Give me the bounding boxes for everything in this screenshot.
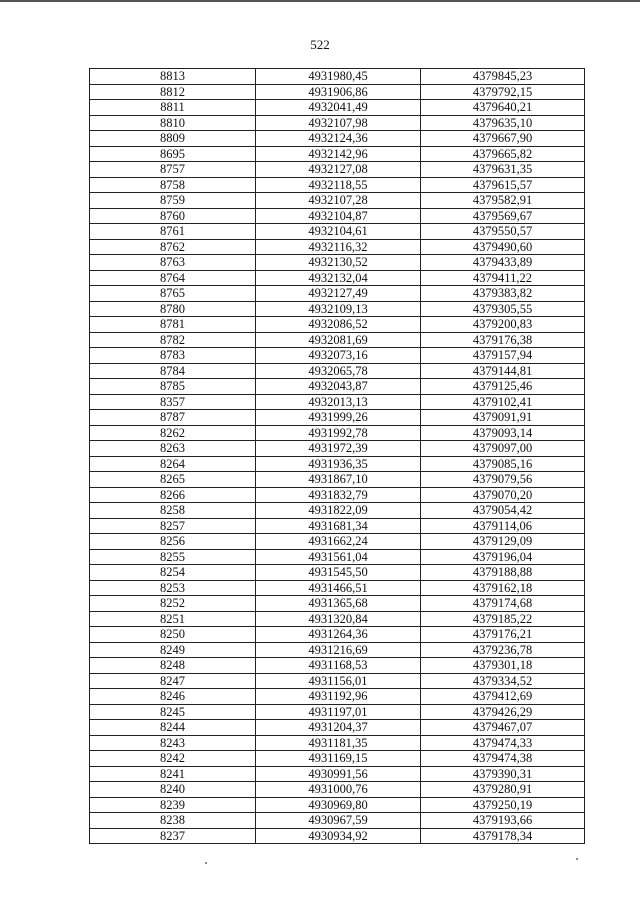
point-number-cell: 8782: [90, 332, 256, 348]
y-coordinate-cell: 4379426,29: [421, 704, 585, 720]
table-row: [90, 813, 585, 829]
point-number-cell: 8762: [90, 239, 256, 255]
point-number-cell: 8248: [90, 658, 256, 674]
y-coordinate-cell: 4379188,88: [421, 565, 585, 581]
point-number-cell: 8265: [90, 472, 256, 488]
table-row: [90, 332, 585, 348]
x-coordinate-cell: 4931168,53: [256, 658, 421, 674]
x-coordinate-cell: 4931545,50: [256, 565, 421, 581]
x-coordinate-cell: 4931832,79: [256, 487, 421, 503]
point-number-cell: 8809: [90, 131, 256, 147]
point-number-cell: 8240: [90, 782, 256, 798]
table-row: [90, 472, 585, 488]
table-row: [90, 100, 585, 116]
y-coordinate-cell: 4379490,60: [421, 239, 585, 255]
y-coordinate-cell: 4379200,83: [421, 317, 585, 333]
table-row: [90, 596, 585, 612]
y-coordinate-cell: 4379383,82: [421, 286, 585, 302]
point-number-cell: 8249: [90, 642, 256, 658]
point-number-cell: 8758: [90, 177, 256, 193]
x-coordinate-cell: 4931466,51: [256, 580, 421, 596]
table-row: [90, 487, 585, 503]
point-number-cell: 8263: [90, 441, 256, 457]
table-row: [90, 782, 585, 798]
y-coordinate-cell: 4379157,94: [421, 348, 585, 364]
y-coordinate-cell: 4379631,35: [421, 162, 585, 178]
y-coordinate-cell: 4379236,78: [421, 642, 585, 658]
x-coordinate-cell: 4932142,96: [256, 146, 421, 162]
point-number-cell: 8255: [90, 549, 256, 565]
point-number-cell: 8812: [90, 84, 256, 100]
x-coordinate-cell: 4931156,01: [256, 673, 421, 689]
x-coordinate-cell: 4932127,08: [256, 162, 421, 178]
y-coordinate-cell: 4379334,52: [421, 673, 585, 689]
table-row: [90, 503, 585, 519]
x-coordinate-cell: 4931822,09: [256, 503, 421, 519]
y-coordinate-cell: 4379129,09: [421, 534, 585, 550]
y-coordinate-cell: 4379162,18: [421, 580, 585, 596]
coordinates-table-body: [90, 69, 585, 844]
point-number-cell: 8764: [90, 270, 256, 286]
table-row: [90, 704, 585, 720]
table-row: [90, 673, 585, 689]
y-coordinate-cell: 4379097,00: [421, 441, 585, 457]
y-coordinate-cell: 4379176,38: [421, 332, 585, 348]
table-row: [90, 394, 585, 410]
y-coordinate-cell: 4379305,55: [421, 301, 585, 317]
table-row: [90, 720, 585, 736]
y-coordinate-cell: 4379054,42: [421, 503, 585, 519]
y-coordinate-cell: 4379640,21: [421, 100, 585, 116]
x-coordinate-cell: 4932013,13: [256, 394, 421, 410]
y-coordinate-cell: 4379582,91: [421, 193, 585, 209]
table-row: [90, 425, 585, 441]
x-coordinate-cell: 4931662,24: [256, 534, 421, 550]
y-coordinate-cell: 4379474,33: [421, 735, 585, 751]
point-number-cell: 8781: [90, 317, 256, 333]
table-row: [90, 84, 585, 100]
x-coordinate-cell: 4931867,10: [256, 472, 421, 488]
y-coordinate-cell: 4379085,16: [421, 456, 585, 472]
table-row: [90, 611, 585, 627]
x-coordinate-cell: 4930934,92: [256, 828, 421, 844]
y-coordinate-cell: 4379569,67: [421, 208, 585, 224]
point-number-cell: 8784: [90, 363, 256, 379]
scan-speck: [205, 862, 207, 864]
table-row: [90, 456, 585, 472]
y-coordinate-cell: 4379125,46: [421, 379, 585, 395]
table-row: [90, 224, 585, 240]
x-coordinate-cell: 4932104,87: [256, 208, 421, 224]
x-coordinate-cell: 4932132,04: [256, 270, 421, 286]
point-number-cell: 8757: [90, 162, 256, 178]
table-row: [90, 162, 585, 178]
point-number-cell: 8780: [90, 301, 256, 317]
x-coordinate-cell: 4932073,16: [256, 348, 421, 364]
table-row: [90, 410, 585, 426]
table-row: [90, 379, 585, 395]
x-coordinate-cell: 4930991,56: [256, 766, 421, 782]
x-coordinate-cell: 4931169,15: [256, 751, 421, 767]
point-number-cell: 8763: [90, 255, 256, 271]
table-row: [90, 642, 585, 658]
y-coordinate-cell: 4379550,57: [421, 224, 585, 240]
point-number-cell: 8252: [90, 596, 256, 612]
x-coordinate-cell: 4930969,80: [256, 797, 421, 813]
x-coordinate-cell: 4931681,34: [256, 518, 421, 534]
table-row: [90, 286, 585, 302]
y-coordinate-cell: 4379667,90: [421, 131, 585, 147]
point-number-cell: 8239: [90, 797, 256, 813]
point-number-cell: 8266: [90, 487, 256, 503]
table-row: [90, 146, 585, 162]
table-row: [90, 735, 585, 751]
point-number-cell: 8810: [90, 115, 256, 131]
x-coordinate-cell: 4931204,37: [256, 720, 421, 736]
point-number-cell: 8257: [90, 518, 256, 534]
point-number-cell: 8787: [90, 410, 256, 426]
point-number-cell: 8237: [90, 828, 256, 844]
point-number-cell: 8813: [90, 69, 256, 85]
x-coordinate-cell: 4931264,36: [256, 627, 421, 643]
table-row: [90, 317, 585, 333]
y-coordinate-cell: 4379433,89: [421, 255, 585, 271]
table-row: [90, 193, 585, 209]
y-coordinate-cell: 4379176,21: [421, 627, 585, 643]
point-number-cell: 8357: [90, 394, 256, 410]
x-coordinate-cell: 4931365,68: [256, 596, 421, 612]
table-row: [90, 131, 585, 147]
x-coordinate-cell: 4931320,84: [256, 611, 421, 627]
x-coordinate-cell: 4931980,45: [256, 69, 421, 85]
x-coordinate-cell: 4931197,01: [256, 704, 421, 720]
table-row: [90, 255, 585, 271]
x-coordinate-cell: 4931936,35: [256, 456, 421, 472]
point-number-cell: 8243: [90, 735, 256, 751]
table-row: [90, 534, 585, 550]
x-coordinate-cell: 4932124,36: [256, 131, 421, 147]
y-coordinate-cell: 4379144,81: [421, 363, 585, 379]
table-row: [90, 518, 585, 534]
y-coordinate-cell: 4379467,07: [421, 720, 585, 736]
table-row: [90, 363, 585, 379]
x-coordinate-cell: 4931999,26: [256, 410, 421, 426]
table-row: [90, 69, 585, 85]
point-number-cell: 8238: [90, 813, 256, 829]
coordinates-table: [89, 68, 585, 844]
x-coordinate-cell: 4931561,04: [256, 549, 421, 565]
x-coordinate-cell: 4932065,78: [256, 363, 421, 379]
table-row: [90, 689, 585, 705]
point-number-cell: 8246: [90, 689, 256, 705]
x-coordinate-cell: 4932130,52: [256, 255, 421, 271]
y-coordinate-cell: 4379411,22: [421, 270, 585, 286]
table-row: [90, 627, 585, 643]
table-row: [90, 828, 585, 844]
y-coordinate-cell: 4379079,56: [421, 472, 585, 488]
x-coordinate-cell: 4932041,49: [256, 100, 421, 116]
y-coordinate-cell: 4379193,66: [421, 813, 585, 829]
x-coordinate-cell: 4931192,96: [256, 689, 421, 705]
y-coordinate-cell: 4379174,68: [421, 596, 585, 612]
x-coordinate-cell: 4932086,52: [256, 317, 421, 333]
point-number-cell: 8811: [90, 100, 256, 116]
point-number-cell: 8245: [90, 704, 256, 720]
x-coordinate-cell: 4931000,76: [256, 782, 421, 798]
table-row: [90, 301, 585, 317]
point-number-cell: 8244: [90, 720, 256, 736]
y-coordinate-cell: 4379178,34: [421, 828, 585, 844]
table-row: [90, 766, 585, 782]
x-coordinate-cell: 4932081,69: [256, 332, 421, 348]
point-number-cell: 8250: [90, 627, 256, 643]
x-coordinate-cell: 4931992,78: [256, 425, 421, 441]
y-coordinate-cell: 4379665,82: [421, 146, 585, 162]
point-number-cell: 8759: [90, 193, 256, 209]
point-number-cell: 8765: [90, 286, 256, 302]
y-coordinate-cell: 4379280,91: [421, 782, 585, 798]
point-number-cell: 8695: [90, 146, 256, 162]
x-coordinate-cell: 4932118,55: [256, 177, 421, 193]
page-top-edge: [0, 0, 640, 2]
y-coordinate-cell: 4379102,41: [421, 394, 585, 410]
table-row: [90, 797, 585, 813]
y-coordinate-cell: 4379070,20: [421, 487, 585, 503]
x-coordinate-cell: 4932127,49: [256, 286, 421, 302]
x-coordinate-cell: 4932107,98: [256, 115, 421, 131]
point-number-cell: 8760: [90, 208, 256, 224]
y-coordinate-cell: 4379301,18: [421, 658, 585, 674]
point-number-cell: 8254: [90, 565, 256, 581]
y-coordinate-cell: 4379635,10: [421, 115, 585, 131]
y-coordinate-cell: 4379474,38: [421, 751, 585, 767]
table-row: [90, 115, 585, 131]
point-number-cell: 8241: [90, 766, 256, 782]
point-number-cell: 8262: [90, 425, 256, 441]
point-number-cell: 8251: [90, 611, 256, 627]
table-row: [90, 549, 585, 565]
y-coordinate-cell: 4379196,04: [421, 549, 585, 565]
y-coordinate-cell: 4379250,19: [421, 797, 585, 813]
table-row: [90, 177, 585, 193]
table-row: [90, 751, 585, 767]
table-row: [90, 441, 585, 457]
scan-speck: [576, 858, 578, 860]
y-coordinate-cell: 4379412,69: [421, 689, 585, 705]
table-row: [90, 565, 585, 581]
y-coordinate-cell: 4379114,06: [421, 518, 585, 534]
point-number-cell: 8785: [90, 379, 256, 395]
x-coordinate-cell: 4932107,28: [256, 193, 421, 209]
table-row: [90, 270, 585, 286]
y-coordinate-cell: 4379093,14: [421, 425, 585, 441]
page-number: 522: [310, 37, 330, 52]
x-coordinate-cell: 4930967,59: [256, 813, 421, 829]
table-row: [90, 239, 585, 255]
point-number-cell: 8783: [90, 348, 256, 364]
x-coordinate-cell: 4931181,35: [256, 735, 421, 751]
y-coordinate-cell: 4379390,31: [421, 766, 585, 782]
point-number-cell: 8253: [90, 580, 256, 596]
table-row: [90, 208, 585, 224]
table-row: [90, 658, 585, 674]
x-coordinate-cell: 4932104,61: [256, 224, 421, 240]
x-coordinate-cell: 4931906,86: [256, 84, 421, 100]
point-number-cell: 8258: [90, 503, 256, 519]
y-coordinate-cell: 4379792,15: [421, 84, 585, 100]
table-row: [90, 580, 585, 596]
point-number-cell: 8247: [90, 673, 256, 689]
x-coordinate-cell: 4932109,13: [256, 301, 421, 317]
y-coordinate-cell: 4379091,91: [421, 410, 585, 426]
point-number-cell: 8256: [90, 534, 256, 550]
x-coordinate-cell: 4932116,32: [256, 239, 421, 255]
table-row: [90, 348, 585, 364]
point-number-cell: 8264: [90, 456, 256, 472]
point-number-cell: 8242: [90, 751, 256, 767]
x-coordinate-cell: 4931972,39: [256, 441, 421, 457]
y-coordinate-cell: 4379185,22: [421, 611, 585, 627]
y-coordinate-cell: 4379845,23: [421, 69, 585, 85]
point-number-cell: 8761: [90, 224, 256, 240]
y-coordinate-cell: 4379615,57: [421, 177, 585, 193]
x-coordinate-cell: 4931216,69: [256, 642, 421, 658]
x-coordinate-cell: 4932043,87: [256, 379, 421, 395]
